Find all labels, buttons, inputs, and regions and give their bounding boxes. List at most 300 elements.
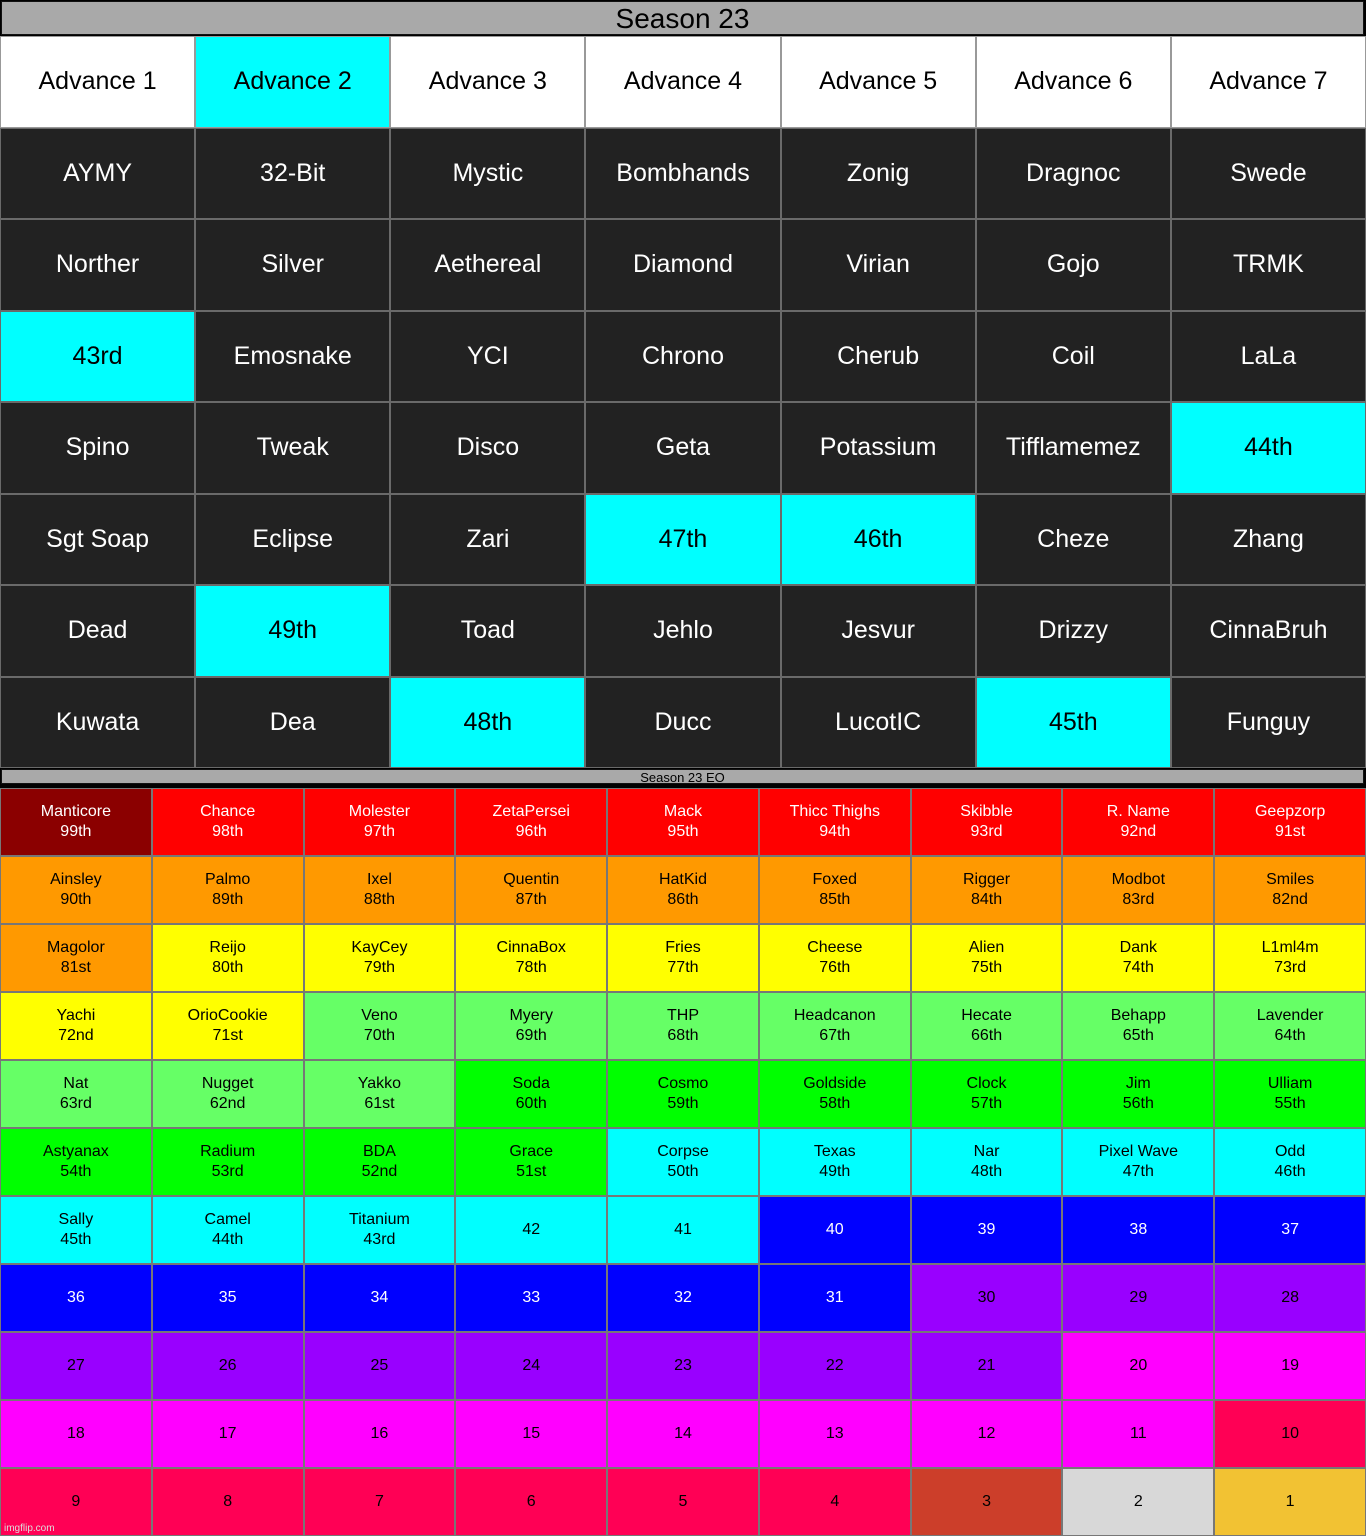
eo-name: Soda bbox=[512, 1075, 550, 1092]
eo-place: 35 bbox=[218, 1289, 237, 1306]
eo-place: 9 bbox=[71, 1493, 81, 1510]
contestant-cell: Bombhands bbox=[585, 128, 780, 220]
eo-cell bbox=[1214, 1400, 1366, 1468]
eo-place: 89th bbox=[212, 891, 244, 908]
eo-place: 62nd bbox=[209, 1095, 246, 1112]
eo-place: 38 bbox=[1129, 1221, 1148, 1238]
eo-cell bbox=[304, 992, 456, 1060]
eo-place: 45th bbox=[60, 1231, 92, 1248]
eo-place: 96th bbox=[515, 823, 547, 840]
contestant-cell: Eclipse bbox=[195, 494, 390, 586]
eo-name: Pixel Wave bbox=[1098, 1143, 1179, 1160]
contestant-cell: Kuwata bbox=[0, 677, 195, 769]
eo-place: 32 bbox=[674, 1289, 692, 1306]
eo-cell bbox=[0, 1128, 152, 1196]
eo-cell bbox=[0, 1400, 152, 1468]
contestant-cell: Dragnoc bbox=[976, 128, 1171, 220]
eo-cell bbox=[304, 788, 456, 856]
eo-place: 51st bbox=[516, 1163, 547, 1180]
eo-cell bbox=[759, 1468, 911, 1536]
eo-place: 80th bbox=[212, 959, 244, 976]
eo-cell bbox=[152, 1196, 304, 1264]
eo-cell bbox=[607, 1128, 759, 1196]
eo-cell bbox=[1062, 856, 1214, 924]
eo-name: R. Name bbox=[1106, 803, 1170, 820]
eo-name: KayCey bbox=[351, 939, 408, 956]
eo-cell bbox=[911, 992, 1063, 1060]
eo-cell bbox=[1062, 1332, 1214, 1400]
eo-place: 65th bbox=[1122, 1027, 1154, 1044]
eo-cell bbox=[304, 1400, 456, 1468]
eo-cell bbox=[0, 1196, 152, 1264]
eo-cell bbox=[607, 1400, 759, 1468]
eo-cell bbox=[152, 1060, 304, 1128]
eo-place: 33 bbox=[522, 1289, 541, 1306]
eo-cell bbox=[0, 1060, 152, 1128]
eo-place: 50th bbox=[667, 1163, 699, 1180]
eo-name: Geepzorp bbox=[1254, 803, 1326, 820]
eo-cell bbox=[1214, 992, 1366, 1060]
eo-place: 4 bbox=[830, 1493, 840, 1510]
eo-name: Mack bbox=[663, 803, 703, 820]
eo-place: 68th bbox=[667, 1027, 699, 1044]
contestant-cell: Gojo bbox=[976, 219, 1171, 311]
eo-cell bbox=[152, 856, 304, 924]
eo-cell bbox=[152, 1400, 304, 1468]
eliminated-placement-cell: 48th bbox=[390, 677, 585, 769]
eo-cell bbox=[1062, 1468, 1214, 1536]
eo-name: THP bbox=[666, 1007, 699, 1024]
eo-name: Behapp bbox=[1110, 1007, 1166, 1024]
eo-cell bbox=[1214, 788, 1366, 856]
eo-place: 66th bbox=[970, 1027, 1003, 1044]
eo-cell bbox=[759, 788, 911, 856]
eo-place: 44th bbox=[212, 1231, 244, 1248]
contestant-cell: Zonig bbox=[781, 128, 976, 220]
eo-cell bbox=[304, 924, 456, 992]
eo-place: 79th bbox=[363, 959, 395, 976]
contestant-cell: Virian bbox=[781, 219, 976, 311]
eo-place: 27 bbox=[66, 1357, 85, 1374]
eo-place: 82nd bbox=[1272, 891, 1308, 908]
eo-cell bbox=[759, 1400, 911, 1468]
eo-place: 72nd bbox=[58, 1027, 94, 1044]
eo-cell bbox=[607, 1332, 759, 1400]
contestant-cell: LaLa bbox=[1171, 311, 1366, 403]
eo-cell bbox=[607, 1196, 759, 1264]
eo-place: 39 bbox=[977, 1221, 996, 1238]
eo-cell bbox=[607, 992, 759, 1060]
eo-place: 41 bbox=[674, 1221, 692, 1238]
eo-name: HatKid bbox=[658, 871, 707, 888]
contestant-cell: Norther bbox=[0, 219, 195, 311]
eo-place: 22 bbox=[825, 1357, 844, 1374]
eo-cell bbox=[759, 1332, 911, 1400]
eo-cell bbox=[1214, 856, 1366, 924]
eo-cell bbox=[759, 1196, 911, 1264]
eo-cell bbox=[911, 1400, 1063, 1468]
eo-cell bbox=[1062, 924, 1214, 992]
contestant-cell: Sgt Soap bbox=[0, 494, 195, 586]
eo-place: 8 bbox=[223, 1493, 233, 1510]
eo-cell bbox=[607, 924, 759, 992]
eo-name: Chance bbox=[200, 803, 256, 820]
eo-place: 73rd bbox=[1274, 959, 1307, 976]
eo-cell bbox=[1062, 1400, 1214, 1468]
eo-place: 34 bbox=[370, 1289, 389, 1306]
eo-place: 54th bbox=[60, 1163, 92, 1180]
eo-cell bbox=[911, 924, 1063, 992]
eo-cell bbox=[607, 1060, 759, 1128]
contestant-cell: Tweak bbox=[195, 402, 390, 494]
eo-cell bbox=[455, 992, 607, 1060]
eo-name: Ulliam bbox=[1267, 1075, 1313, 1092]
eo-name: Sally bbox=[58, 1211, 94, 1228]
eo-place: 95th bbox=[667, 823, 699, 840]
eo-place: 74th bbox=[1122, 959, 1154, 976]
eo-name: Thicc Thighs bbox=[789, 803, 880, 820]
eo-cell bbox=[152, 1264, 304, 1332]
eo-name: Myery bbox=[509, 1007, 553, 1024]
eo-name: Goldside bbox=[803, 1075, 867, 1092]
eo-cell bbox=[152, 1468, 304, 1536]
eo-cell bbox=[455, 1196, 607, 1264]
eo-cell bbox=[1214, 1196, 1366, 1264]
eo-cell bbox=[1214, 1468, 1366, 1536]
eo-cell bbox=[304, 1332, 456, 1400]
contestant-cell: Coil bbox=[976, 311, 1171, 403]
eo-name: Cheese bbox=[807, 939, 863, 956]
eo-place: 53rd bbox=[211, 1163, 244, 1180]
eo-place: 43rd bbox=[363, 1231, 396, 1248]
eo-place: 25 bbox=[370, 1357, 389, 1374]
eo-cell bbox=[911, 1060, 1063, 1128]
contestant-cell: Potassium bbox=[781, 402, 976, 494]
eo-place: 29 bbox=[1129, 1289, 1148, 1306]
eo-place: 77th bbox=[667, 959, 699, 976]
eo-cell bbox=[304, 1264, 456, 1332]
eo-name: Headcanon bbox=[793, 1007, 876, 1024]
eo-place: 24 bbox=[522, 1357, 541, 1374]
eo-cell bbox=[759, 856, 911, 924]
eo-cell bbox=[1214, 1060, 1366, 1128]
eo-cell bbox=[911, 1468, 1063, 1536]
eo-name: Rigger bbox=[962, 871, 1011, 888]
eo-place: 11 bbox=[1130, 1425, 1147, 1442]
contestant-cell: Dead bbox=[0, 585, 195, 677]
advance-header: Advance 6 bbox=[976, 36, 1171, 128]
contestant-cell: Jesvur bbox=[781, 585, 976, 677]
eliminated-placement-cell: 45th bbox=[976, 677, 1171, 769]
eo-name: Corpse bbox=[657, 1143, 709, 1160]
contestant-cell: Cherub bbox=[781, 311, 976, 403]
contestant-cell: Chrono bbox=[585, 311, 780, 403]
eo-place: 99th bbox=[60, 823, 92, 840]
eo-place: 75th bbox=[970, 959, 1003, 976]
eo-place: 30 bbox=[977, 1289, 996, 1306]
eo-cell bbox=[1062, 1196, 1214, 1264]
eo-cell bbox=[607, 788, 759, 856]
eo-place: 21 bbox=[977, 1357, 996, 1374]
eo-name: ZetaPersei bbox=[492, 803, 570, 820]
eo-place: 64th bbox=[1274, 1027, 1306, 1044]
eo-place: 93rd bbox=[970, 823, 1003, 840]
contestant-cell: CinnaBruh bbox=[1171, 585, 1366, 677]
eo-cell bbox=[1062, 1060, 1214, 1128]
advance-header: Advance 5 bbox=[781, 36, 976, 128]
eo-name: Nar bbox=[973, 1143, 1000, 1160]
contestant-cell: Diamond bbox=[585, 219, 780, 311]
eliminated-placement-cell: 49th bbox=[195, 585, 390, 677]
eo-place: 70th bbox=[363, 1027, 395, 1044]
eo-place: 23 bbox=[674, 1357, 692, 1374]
advance-header: Advance 3 bbox=[390, 36, 585, 128]
eo-name: Ainsley bbox=[50, 871, 102, 888]
eo-place: 28 bbox=[1281, 1289, 1299, 1306]
contestant-cell: Emosnake bbox=[195, 311, 390, 403]
eo-place: 20 bbox=[1129, 1357, 1148, 1374]
eo-cell bbox=[304, 1468, 456, 1536]
eo-cell bbox=[152, 992, 304, 1060]
eo-place: 88th bbox=[363, 891, 395, 908]
contestant-cell: Cheze bbox=[976, 494, 1171, 586]
eo-name: Modbot bbox=[1111, 871, 1166, 888]
eo-name: Cosmo bbox=[657, 1075, 709, 1092]
eo-name: Veno bbox=[361, 1007, 398, 1024]
eo-cell bbox=[1214, 1332, 1366, 1400]
eo-name: Odd bbox=[1274, 1143, 1306, 1160]
advance-header: Advance 4 bbox=[585, 36, 780, 128]
eo-place: 63rd bbox=[59, 1095, 92, 1112]
eo-place: 7 bbox=[374, 1493, 384, 1510]
eo-place: 37 bbox=[1281, 1221, 1299, 1238]
eo-cell bbox=[911, 788, 1063, 856]
eo-name: Grace bbox=[509, 1143, 553, 1160]
contestant-cell: Geta bbox=[585, 402, 780, 494]
eo-cell bbox=[0, 856, 152, 924]
eliminated-placement-cell: 47th bbox=[585, 494, 780, 586]
eo-place: 10 bbox=[1281, 1425, 1299, 1442]
eo-place: 85th bbox=[819, 891, 851, 908]
eo-name: Jim bbox=[1125, 1075, 1151, 1092]
eo-cell bbox=[455, 1060, 607, 1128]
contestant-cell: YCI bbox=[390, 311, 585, 403]
eo-name: CinnaBox bbox=[496, 939, 566, 956]
eo-cell bbox=[304, 1196, 456, 1264]
eo-cell bbox=[1062, 1128, 1214, 1196]
eo-place: 71st bbox=[212, 1027, 243, 1044]
eo-name: L1ml4m bbox=[1261, 939, 1319, 956]
eo-cell bbox=[455, 788, 607, 856]
eo-place: 46th bbox=[1274, 1163, 1306, 1180]
eo-place: 1 bbox=[1285, 1493, 1295, 1510]
eo-cell bbox=[759, 1128, 911, 1196]
eo-name: Reijo bbox=[209, 939, 246, 956]
eo-place: 56th bbox=[1122, 1095, 1154, 1112]
advance-header: Advance 7 bbox=[1171, 36, 1366, 128]
eo-cell bbox=[1214, 1264, 1366, 1332]
contestant-cell: Silver bbox=[195, 219, 390, 311]
eo-name: Fries bbox=[665, 939, 701, 956]
eo-cell bbox=[911, 1196, 1063, 1264]
eo-place: 55th bbox=[1274, 1095, 1306, 1112]
eo-cell bbox=[455, 1128, 607, 1196]
contestant-cell: Disco bbox=[390, 402, 585, 494]
eo-place: 78th bbox=[515, 959, 547, 976]
eo-name: BDA bbox=[362, 1143, 396, 1160]
eo-cell bbox=[0, 788, 152, 856]
eo-cell bbox=[759, 1060, 911, 1128]
eo-place: 92nd bbox=[1120, 823, 1157, 840]
eo-place: 76th bbox=[819, 959, 851, 976]
eo-name: Foxed bbox=[812, 871, 857, 888]
eo-cell bbox=[1062, 788, 1214, 856]
eo-cell bbox=[455, 1332, 607, 1400]
eo-cell bbox=[455, 856, 607, 924]
eo-name: Nugget bbox=[201, 1075, 254, 1092]
eo-cell bbox=[911, 856, 1063, 924]
eo-place: 98th bbox=[212, 823, 244, 840]
eo-name: Camel bbox=[204, 1211, 251, 1228]
eo-name: Texas bbox=[813, 1143, 856, 1160]
eo-place: 69th bbox=[515, 1027, 547, 1044]
eo-cell bbox=[455, 1400, 607, 1468]
advance-header: Advance 1 bbox=[0, 36, 195, 128]
eo-place: 58th bbox=[819, 1095, 851, 1112]
eo-cell bbox=[0, 1332, 152, 1400]
eo-place: 61st bbox=[364, 1095, 395, 1112]
eo-cell bbox=[911, 1128, 1063, 1196]
eo-place: 6 bbox=[526, 1493, 536, 1510]
contestant-cell: Swede bbox=[1171, 128, 1366, 220]
eo-cell bbox=[152, 1332, 304, 1400]
eo-name: Radium bbox=[200, 1143, 256, 1160]
eo-place: 40 bbox=[825, 1221, 844, 1238]
eo-place: 94th bbox=[819, 823, 851, 840]
eo-place: 19 bbox=[1281, 1357, 1299, 1374]
eo-place: 90th bbox=[60, 891, 92, 908]
contestant-cell: Drizzy bbox=[976, 585, 1171, 677]
contestant-cell: Dea bbox=[195, 677, 390, 769]
contestant-cell: LucotIC bbox=[781, 677, 976, 769]
eo-grid bbox=[0, 788, 1366, 1536]
eo-name: Hecate bbox=[961, 1007, 1012, 1024]
eo-place: 97th bbox=[363, 823, 395, 840]
eo-name: Skibble bbox=[960, 803, 1013, 820]
eo-name: Titanium bbox=[349, 1211, 410, 1228]
eo-place: 84th bbox=[970, 891, 1003, 908]
eo-cell bbox=[455, 924, 607, 992]
contestant-cell: Aethereal bbox=[390, 219, 585, 311]
contestant-cell: Toad bbox=[390, 585, 585, 677]
eo-place: 18 bbox=[66, 1425, 85, 1442]
watermark: imgflip.com bbox=[4, 1523, 55, 1534]
eo-name: Dank bbox=[1119, 939, 1157, 956]
eo-place: 67th bbox=[819, 1027, 851, 1044]
eo-cell bbox=[304, 856, 456, 924]
eo-name: Nat bbox=[63, 1075, 89, 1092]
eo-cell bbox=[152, 924, 304, 992]
eo-place: 12 bbox=[977, 1425, 996, 1442]
eo-cell bbox=[455, 1468, 607, 1536]
eliminated-placement-cell: 43rd bbox=[0, 311, 195, 403]
eo-cell bbox=[759, 1264, 911, 1332]
eo-place: 57th bbox=[970, 1095, 1003, 1112]
season-title: Season 23 bbox=[1, 1, 1364, 35]
contestant-cell: TRMK bbox=[1171, 219, 1366, 311]
eliminated-placement-cell: 46th bbox=[781, 494, 976, 586]
eo-name: Quentin bbox=[503, 871, 560, 888]
contestant-cell: AYMY bbox=[0, 128, 195, 220]
eo-title: Season 23 EO bbox=[1, 769, 1364, 784]
eo-place: 5 bbox=[678, 1493, 688, 1510]
contestant-cell: Tifflamemez bbox=[976, 402, 1171, 494]
eo-place: 36 bbox=[66, 1289, 85, 1306]
eo-name: Yakko bbox=[357, 1075, 402, 1092]
contestant-cell: Spino bbox=[0, 402, 195, 494]
eo-place: 59th bbox=[667, 1095, 699, 1112]
eo-name: Magolor bbox=[46, 939, 105, 956]
contestant-cell: Zhang bbox=[1171, 494, 1366, 586]
eo-name: Ixel bbox=[366, 871, 392, 888]
eo-cell bbox=[1062, 992, 1214, 1060]
eo-cell bbox=[607, 1264, 759, 1332]
eo-cell bbox=[0, 1264, 152, 1332]
eo-cell bbox=[1214, 924, 1366, 992]
contestant-cell: Jehlo bbox=[585, 585, 780, 677]
eo-cell bbox=[607, 856, 759, 924]
advance-grid bbox=[0, 36, 1366, 768]
eo-name: OrioCookie bbox=[187, 1007, 268, 1024]
eo-cell bbox=[1214, 1128, 1366, 1196]
advance-header: Advance 2 bbox=[195, 36, 390, 128]
eo-cell bbox=[759, 924, 911, 992]
eo-place: 47th bbox=[1122, 1163, 1154, 1180]
eo-cell bbox=[152, 788, 304, 856]
eo-cell bbox=[0, 992, 152, 1060]
contestant-cell: Zari bbox=[390, 494, 585, 586]
eo-cell bbox=[911, 1332, 1063, 1400]
eo-place: 81st bbox=[60, 959, 91, 976]
eo-place: 31 bbox=[825, 1289, 844, 1306]
eo-place: 17 bbox=[218, 1425, 237, 1442]
eo-place: 83rd bbox=[1122, 891, 1155, 908]
eo-name: Astyanax bbox=[42, 1143, 109, 1160]
eo-name: Yachi bbox=[56, 1007, 96, 1024]
eo-name: Molester bbox=[348, 803, 411, 820]
eo-place: 86th bbox=[667, 891, 699, 908]
eo-place: 26 bbox=[218, 1357, 237, 1374]
eo-place: 87th bbox=[515, 891, 547, 908]
eo-place: 52nd bbox=[361, 1163, 398, 1180]
eo-place: 91st bbox=[1274, 823, 1306, 840]
eo-place: 14 bbox=[674, 1425, 692, 1442]
eo-name: Manticore bbox=[40, 803, 111, 820]
eo-place: 3 bbox=[982, 1493, 991, 1510]
eo-cell bbox=[759, 992, 911, 1060]
eo-name: Lavender bbox=[1256, 1007, 1324, 1024]
eo-place: 49th bbox=[819, 1163, 851, 1180]
eo-place: 60th bbox=[515, 1095, 547, 1112]
eo-name: Smiles bbox=[1266, 871, 1315, 888]
eo-place: 13 bbox=[825, 1425, 844, 1442]
eo-place: 16 bbox=[370, 1425, 389, 1442]
contestant-cell: Funguy bbox=[1171, 677, 1366, 769]
eo-cell bbox=[304, 1128, 456, 1196]
eo-cell bbox=[1062, 1264, 1214, 1332]
contestant-cell: Mystic bbox=[390, 128, 585, 220]
eo-place: 2 bbox=[1133, 1493, 1143, 1510]
